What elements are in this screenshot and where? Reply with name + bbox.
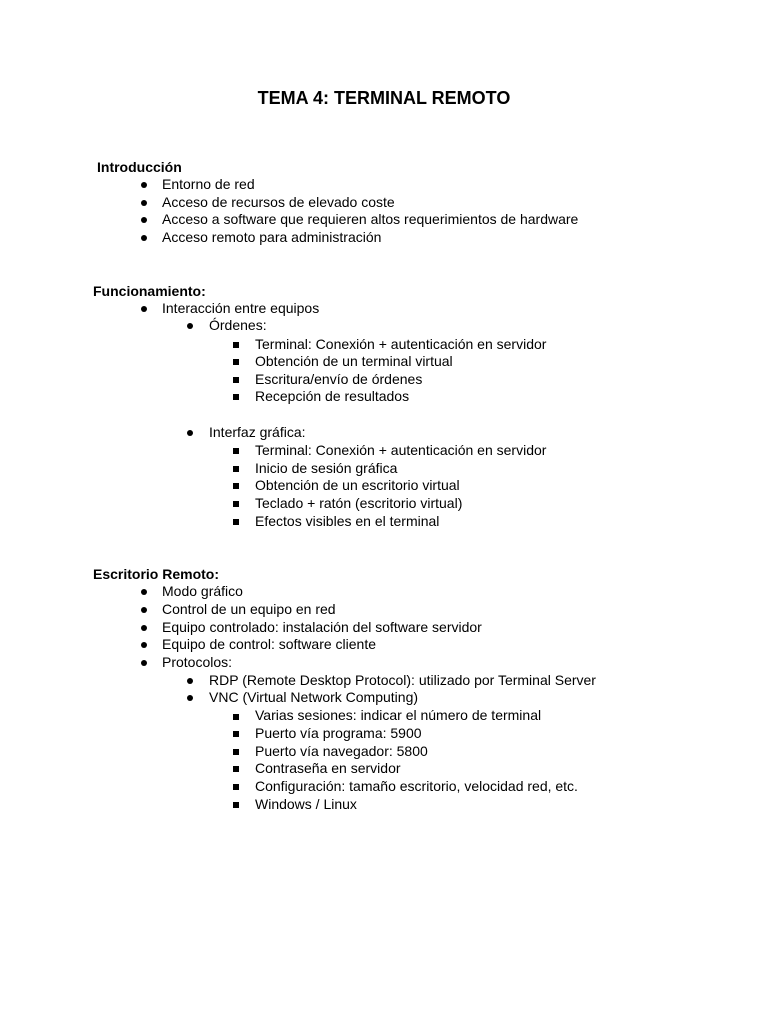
bullet-dot-icon — [141, 217, 147, 223]
section-heading-introduccion: Introducción — [97, 159, 182, 175]
bullet-dot-icon — [187, 323, 193, 329]
list-item: Puerto vía navegador: 5800 — [255, 743, 428, 759]
bullet-dot-icon — [141, 200, 147, 206]
bullet-dot-icon — [141, 235, 147, 241]
bullet-square-icon — [233, 749, 239, 755]
bullet-dot-icon — [141, 642, 147, 648]
list-item-rdp: RDP (Remote Desktop Protocol): utilizado por Terminal Server — [209, 672, 596, 688]
bullet-square-icon — [233, 448, 239, 454]
list-item: Teclado + ratón (escritorio virtual) — [255, 495, 463, 511]
list-item: Recepción de resultados — [255, 388, 410, 404]
list-item: Interacción entre equipos — [162, 300, 320, 316]
list-item: Terminal: Conexión + autenticación en servidor — [255, 442, 547, 458]
bullet-square-icon — [233, 802, 239, 808]
bullet-square-icon — [233, 784, 239, 790]
list-item: Inicio de sesión gráfica — [255, 460, 398, 476]
list-item: Modo gráfico — [162, 583, 243, 599]
bullet-square-icon — [233, 501, 239, 507]
bullet-dot-icon — [141, 607, 147, 613]
bullet-square-icon — [233, 394, 239, 400]
list-item: Terminal: Conexión + autenticación en servidor — [255, 336, 547, 352]
section-heading-funcionamiento: Funcionamiento: — [93, 283, 206, 299]
list-item: Equipo de control: software cliente — [162, 636, 377, 652]
bullet-dot-icon — [141, 589, 147, 595]
bullet-dot-icon — [141, 306, 147, 312]
list-item: Efectos visibles en el terminal — [255, 513, 440, 529]
section-heading-escritorio: Escritorio Remoto: — [93, 566, 220, 582]
bullet-dot-icon — [187, 695, 193, 701]
list-item: Control de un equipo en red — [162, 601, 336, 617]
list-item-vnc: VNC (Virtual Network Computing) — [209, 689, 419, 705]
list-item: Configuración: tamaño escritorio, velocidad red, etc. — [255, 778, 578, 794]
bullet-square-icon — [233, 731, 239, 737]
list-item: Windows / Linux — [255, 796, 357, 812]
list-item: Contraseña en servidor — [255, 760, 401, 776]
list-item: Acceso remoto para administración — [162, 229, 382, 245]
bullet-dot-icon — [187, 430, 193, 436]
list-item-ordenes: Órdenes: — [209, 317, 267, 333]
list-item: Entorno de red — [162, 176, 255, 192]
list-item-protocolos: Protocolos: — [162, 654, 233, 670]
list-item: Puerto vía programa: 5900 — [255, 725, 422, 741]
bullet-square-icon — [233, 342, 239, 348]
bullet-square-icon — [233, 483, 239, 489]
list-item: Escritura/envío de órdenes — [255, 371, 423, 387]
list-item: Acceso de recursos de elevado coste — [162, 194, 395, 210]
list-item-interfaz: Interfaz gráfica: — [209, 424, 306, 440]
bullet-square-icon — [233, 714, 239, 720]
bullet-dot-icon — [187, 678, 193, 684]
list-item: Obtención de un escritorio virtual — [255, 477, 460, 493]
bullet-square-icon — [233, 377, 239, 383]
bullet-dot-icon — [141, 182, 147, 188]
list-item: Obtención de un terminal virtual — [255, 353, 453, 369]
list-item: Equipo controlado: instalación del software servidor — [162, 619, 482, 635]
bullet-square-icon — [233, 466, 239, 472]
list-item: Acceso a software que requieren altos requerimientos de hardware — [162, 211, 579, 227]
bullet-square-icon — [233, 359, 239, 365]
bullet-square-icon — [233, 519, 239, 525]
bullet-square-icon — [233, 766, 239, 772]
bullet-dot-icon — [141, 660, 147, 666]
list-item: Varias sesiones: indicar el número de terminal — [255, 707, 542, 723]
bullet-dot-icon — [141, 625, 147, 631]
page-title: TEMA 4: TERMINAL REMOTO — [257, 88, 511, 108]
